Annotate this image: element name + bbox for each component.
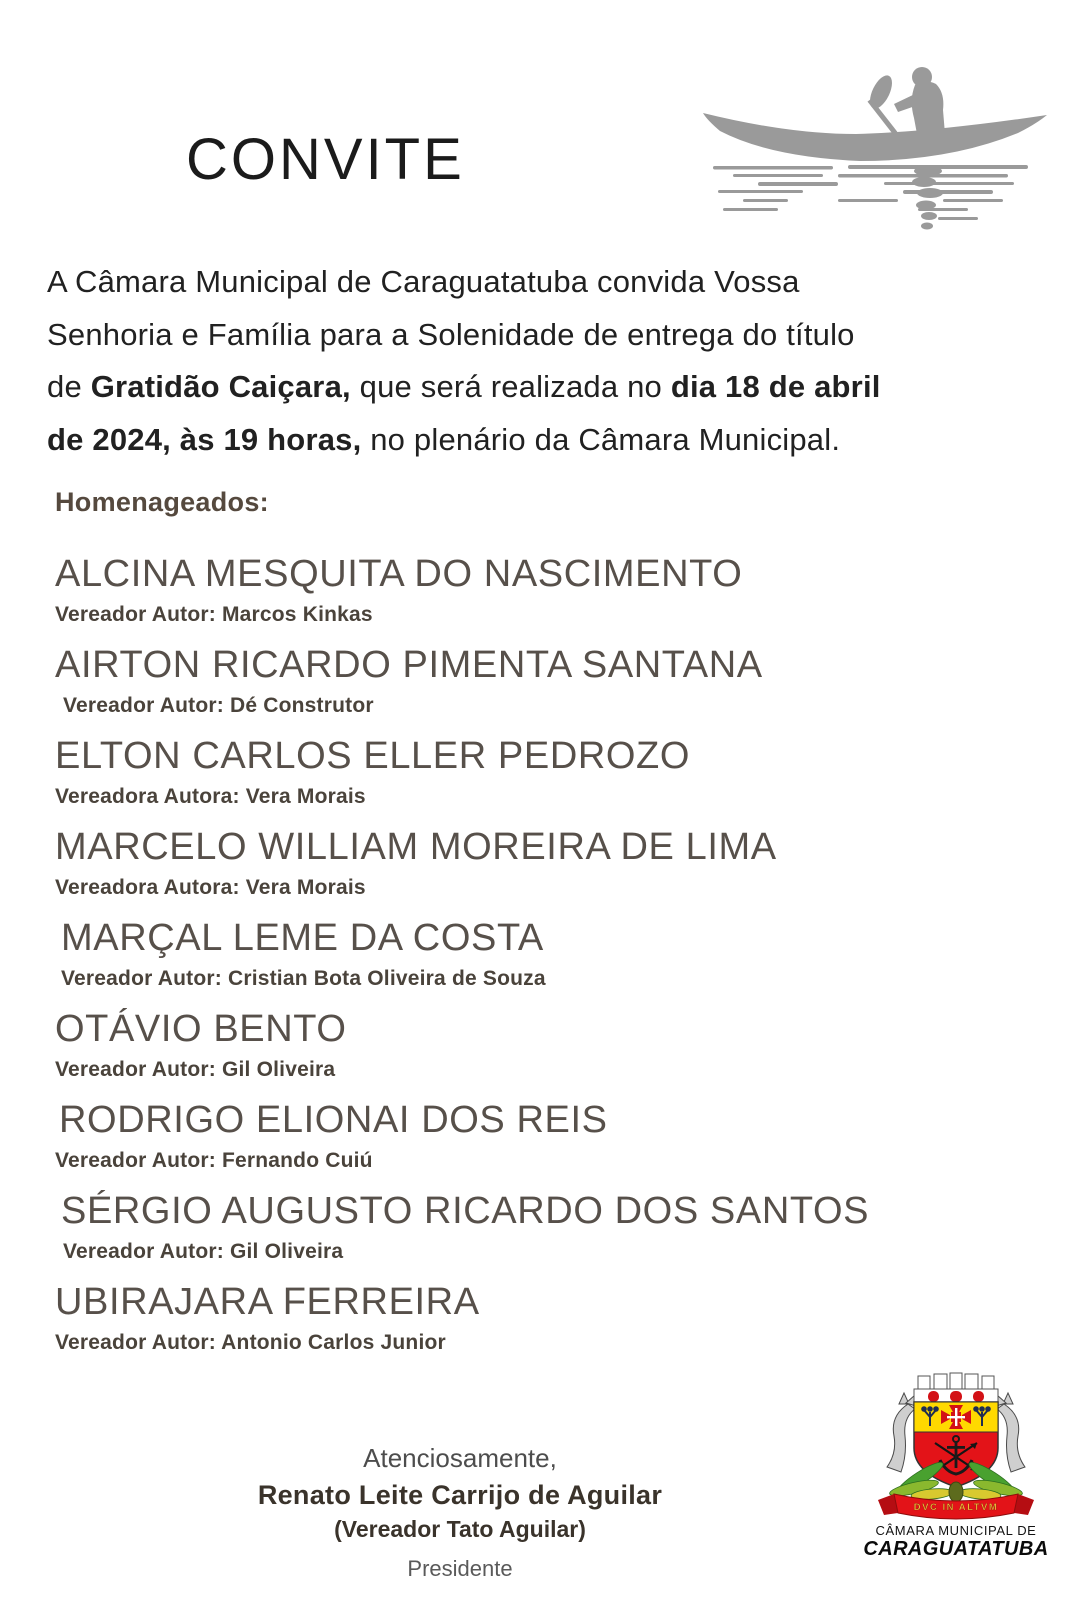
invitation-text-bold: dia 18 de abril xyxy=(670,369,881,404)
signature-name: Renato Leite Carrijo de Aguilar xyxy=(257,1480,663,1510)
honoree-author: Vereador Autor: Dé Construtor xyxy=(63,694,374,717)
invitation-text-bold: Gratidão Caiçara, xyxy=(90,369,351,404)
honoree-name: SÉRGIO AUGUSTO RICARDO DOS SANTOS xyxy=(61,1190,870,1232)
honoree-item xyxy=(55,1189,1045,1264)
honoree-author: Vereador Autor: Fernando Cuiú xyxy=(55,1149,373,1172)
honoree-name: UBIRAJARA FERREIRA xyxy=(55,1281,480,1323)
honoree-name: MARCELO WILLIAM MOREIRA DE LIMA xyxy=(55,826,777,868)
honoree-item xyxy=(55,1007,1045,1082)
honoree-name: ELTON CARLOS ELLER PEDROZO xyxy=(55,735,691,777)
honoree-item xyxy=(55,1098,1045,1173)
honoree-name: AIRTON RICARDO PIMENTA SANTANA xyxy=(55,644,763,686)
honoree-item xyxy=(55,643,1045,718)
invitation-text-bold: de 2024, às 19 horas, xyxy=(47,421,362,457)
signature-block xyxy=(230,1443,690,1582)
invitation-paragraph xyxy=(47,256,1037,466)
invitation-text: de xyxy=(47,369,91,404)
crest-motto: DVC IN ALTVM xyxy=(913,1502,999,1513)
honoree-item xyxy=(55,916,1045,991)
coat-of-arms-icon xyxy=(856,1368,1056,1520)
invitation-text: que será realizada no xyxy=(350,369,671,404)
honoree-author: Vereador Autor: Gil Oliveira xyxy=(63,1240,344,1263)
honoree-item xyxy=(55,552,1045,627)
invitation-text: no plenário da Câmara Municipal. xyxy=(361,421,841,457)
honoree-author: Vereador Autor: Antonio Carlos Junior xyxy=(55,1331,446,1354)
invitation-text: Senhoria e Família para a Solenidade de entrega do título xyxy=(47,316,855,352)
honoree-item xyxy=(55,1280,1045,1355)
invitation-line xyxy=(47,361,1037,414)
honoree-author: Vereadora Autora: Vera Morais xyxy=(55,785,366,808)
honoree-name: ALCINA MESQUITA DO NASCIMENTO xyxy=(55,553,743,595)
coat-of-arms xyxy=(856,1368,1056,1560)
crest-org-line1: CÂMARA MUNICIPAL DE xyxy=(875,1523,1037,1538)
honoree-name: OTÁVIO BENTO xyxy=(55,1008,347,1050)
honoree-author: Vereador Autor: Cristian Bota Oliveira de Souza xyxy=(61,967,546,990)
page-title: CONVITE xyxy=(186,127,465,192)
honoree-name: MARÇAL LEME DA COSTA xyxy=(61,917,544,959)
invitation-line xyxy=(47,414,1037,467)
honoree-name: RODRIGO ELIONAI DOS REIS xyxy=(59,1099,608,1141)
honoree-author: Vereadora Autora: Vera Morais xyxy=(55,876,366,899)
honorees-heading: Homenageados: xyxy=(55,487,269,517)
honoree-item xyxy=(55,734,1045,809)
invitation-line xyxy=(47,309,1037,362)
honoree-item xyxy=(55,825,1045,900)
signature-alias: (Vereador Tato Aguilar) xyxy=(334,1516,586,1542)
crest-org-line2: CARAGUATATUBA xyxy=(863,1538,1049,1560)
invitation-line xyxy=(47,256,1037,309)
honoree-author: Vereador Autor: Marcos Kinkas xyxy=(55,603,373,626)
invitation-text: A Câmara Municipal de Caraguatatuba convida Vossa xyxy=(47,264,800,299)
signature-role: Presidente xyxy=(407,1556,513,1581)
canoe-rower-icon xyxy=(688,60,1058,238)
signature-closing: Atenciosamente, xyxy=(363,1443,557,1473)
honoree-author: Vereador Autor: Gil Oliveira xyxy=(55,1058,336,1081)
honorees-section xyxy=(55,486,1045,1371)
